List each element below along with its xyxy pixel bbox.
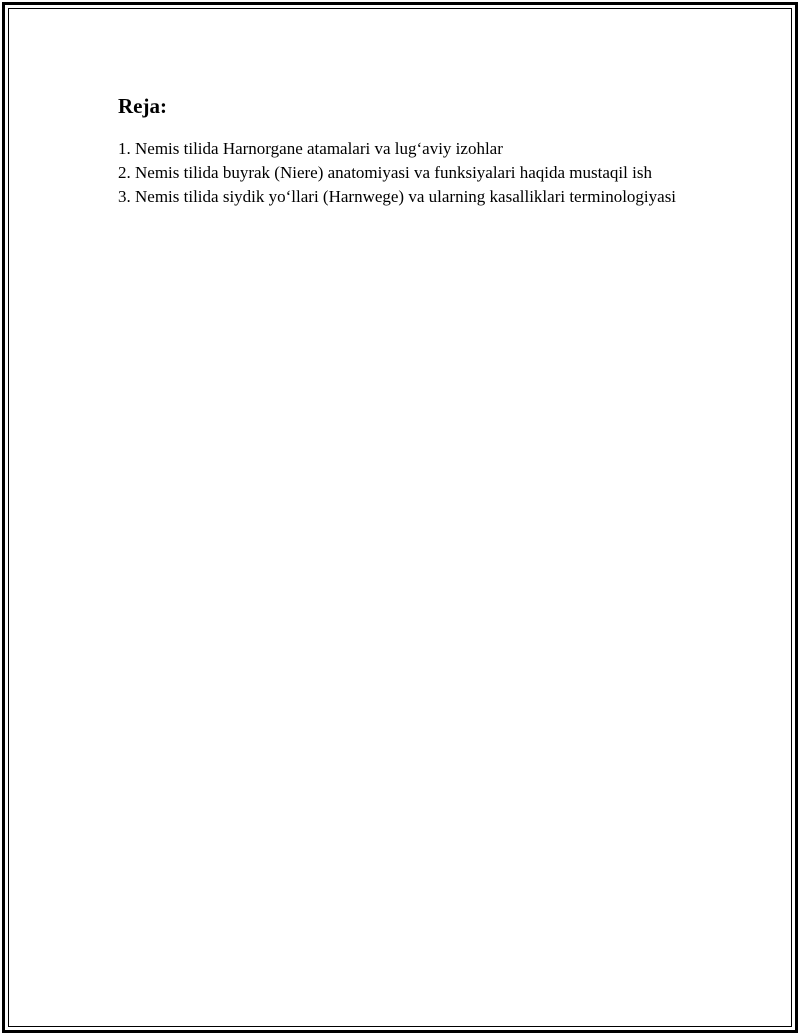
plan-item-3: 3. Nemis tilida siydik yo‘llari (Harnwege) va ularning kasalliklari terminologiyasi [118,187,677,206]
plan-heading: Reja: [118,94,167,118]
plan-item-1: 1. Nemis tilida Harnorgane atamalari va lug‘aviy izohlar [118,139,503,158]
plan-list [118,137,678,209]
plan-item-2: 2. Nemis tilida buyrak (Niere) anatomiyasi va funksiyalari haqida mustaqil ish [118,163,652,182]
document-content [118,93,678,209]
